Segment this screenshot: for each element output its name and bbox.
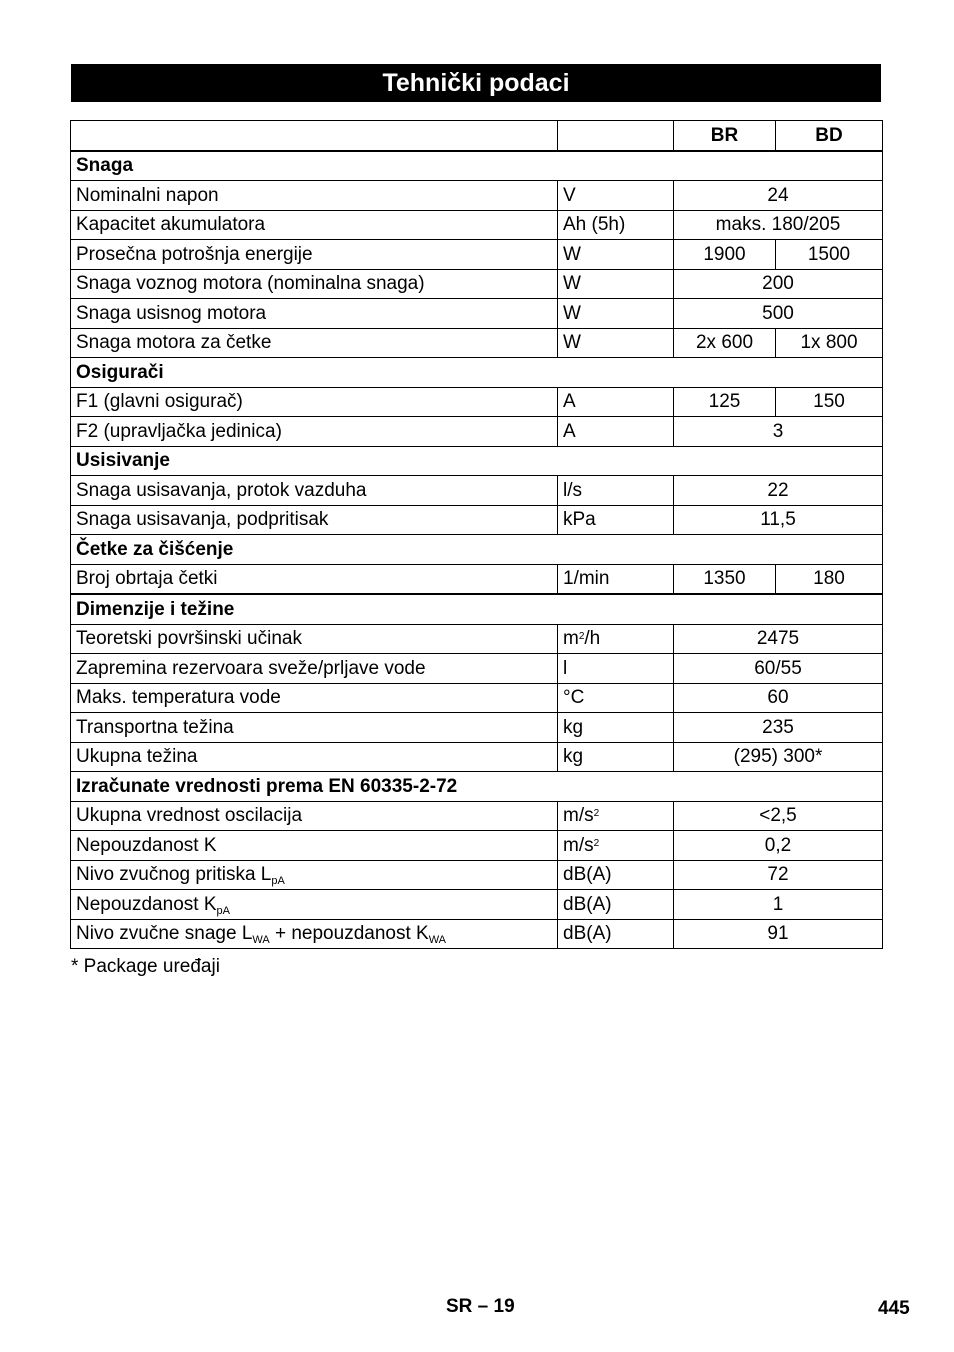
unit-superscript: 2 — [593, 808, 600, 820]
section-power — [71, 151, 883, 181]
row-value-bd: 1x 800 — [776, 328, 883, 358]
row-value-bd: 150 — [776, 387, 883, 417]
table-row — [71, 801, 883, 831]
section-label: Osigurači — [71, 358, 883, 388]
label-text: Nepouzdanost K — [76, 893, 217, 915]
row-label: Broj obrtaja četki — [71, 564, 558, 594]
page-label: SR – 19 — [446, 1296, 515, 1317]
unit-rest: /h — [584, 628, 601, 650]
label-subscript: pA — [271, 875, 285, 888]
row-value: 91 — [674, 919, 883, 949]
row-unit — [558, 831, 674, 861]
row-value: 1 — [674, 890, 883, 920]
header-br: BR — [674, 121, 776, 151]
row-unit: dB(A) — [558, 860, 674, 890]
table-row — [71, 890, 883, 920]
row-unit: kg — [558, 742, 674, 772]
row-unit: A — [558, 417, 674, 447]
row-label: Nepouzdanost K — [71, 831, 558, 861]
row-value: 60/55 — [674, 654, 883, 684]
row-unit: kg — [558, 713, 674, 743]
section-calculated — [71, 772, 883, 802]
label-subscript: WA — [252, 934, 270, 947]
table-row — [71, 387, 883, 417]
page-number: 445 — [878, 1298, 910, 1319]
row-label: Transportna težina — [71, 713, 558, 743]
row-value-br: 1350 — [674, 564, 776, 594]
row-label: Nominalni napon — [71, 181, 558, 211]
section-label: Usisivanje — [71, 446, 883, 476]
row-label: Kapacitet akumulatora — [71, 210, 558, 240]
unit-base: m — [563, 628, 579, 650]
row-value: <2,5 — [674, 801, 883, 831]
row-unit: W — [558, 299, 674, 329]
row-value: 2475 — [674, 624, 883, 654]
label-text: Nivo zvučne snage L — [76, 923, 253, 945]
row-unit: W — [558, 240, 674, 270]
row-label: F2 (upravljačka jedinica) — [71, 417, 558, 447]
row-value-bd: 1500 — [776, 240, 883, 270]
row-value: 22 — [674, 476, 883, 506]
section-fuses — [71, 358, 883, 388]
row-unit: kPa — [558, 505, 674, 535]
table-row — [71, 683, 883, 713]
row-value: (295) 300* — [674, 742, 883, 772]
unit-base: m/s — [563, 805, 594, 827]
row-label: Snaga motora za četke — [71, 328, 558, 358]
row-label: Ukupna vrednost oscilacija — [71, 801, 558, 831]
row-unit: dB(A) — [558, 890, 674, 920]
table-row — [71, 417, 883, 447]
table-row — [71, 210, 883, 240]
table-row — [71, 713, 883, 743]
table-row — [71, 654, 883, 684]
table-row — [71, 919, 883, 949]
table-row — [71, 564, 883, 594]
row-label: F1 (glavni osigurač) — [71, 387, 558, 417]
row-unit: 1/min — [558, 564, 674, 594]
section-label: Dimenzije i težine — [71, 594, 883, 624]
row-value: 3 — [674, 417, 883, 447]
row-unit: W — [558, 328, 674, 358]
row-unit — [558, 801, 674, 831]
table-row — [71, 269, 883, 299]
page-title: Tehnički podaci — [71, 64, 881, 102]
row-value-br: 1900 — [674, 240, 776, 270]
table-row — [71, 505, 883, 535]
row-unit: V — [558, 181, 674, 211]
row-label — [71, 860, 558, 890]
table-row — [71, 831, 883, 861]
header-empty-2 — [558, 121, 674, 151]
row-value: 0,2 — [674, 831, 883, 861]
row-label: Snaga usisavanja, protok vazduha — [71, 476, 558, 506]
row-value: 60 — [674, 683, 883, 713]
row-label: Snaga usisavanja, podpritisak — [71, 505, 558, 535]
row-value-br: 2x 600 — [674, 328, 776, 358]
section-brushes — [71, 535, 883, 565]
row-label — [71, 890, 558, 920]
table-row — [71, 476, 883, 506]
unit-base: m/s — [563, 834, 594, 856]
header-bd: BD — [776, 121, 883, 151]
section-suction — [71, 446, 883, 476]
row-value: 11,5 — [674, 505, 883, 535]
row-unit: W — [558, 269, 674, 299]
row-value: 500 — [674, 299, 883, 329]
row-unit: l — [558, 654, 674, 684]
section-dimensions — [71, 594, 883, 624]
row-unit: l/s — [558, 476, 674, 506]
row-label: Prosečna potrošnja energije — [71, 240, 558, 270]
row-label — [71, 919, 558, 949]
label-text: + nepouzdanost K — [269, 923, 429, 945]
table-row — [71, 860, 883, 890]
section-label: Snaga — [71, 151, 883, 181]
row-unit: dB(A) — [558, 919, 674, 949]
row-value: 200 — [674, 269, 883, 299]
row-value: 235 — [674, 713, 883, 743]
row-unit: Ah (5h) — [558, 210, 674, 240]
unit-superscript: 2 — [578, 631, 585, 643]
label-subscript: pA — [216, 904, 230, 917]
footnote: * Package uređaji — [71, 956, 220, 977]
row-value-bd: 180 — [776, 564, 883, 594]
unit-superscript: 2 — [593, 837, 600, 849]
row-label: Snaga usisnog motora — [71, 299, 558, 329]
row-label: Snaga voznog motora (nominalna snaga) — [71, 269, 558, 299]
label-text: Nivo zvučnog pritiska L — [76, 864, 272, 886]
table-row — [71, 624, 883, 654]
section-label: Izračunate vrednosti prema EN 60335-2-72 — [71, 772, 883, 802]
table-row — [71, 328, 883, 358]
technical-data-table — [70, 120, 883, 949]
row-label: Maks. temperatura vode — [71, 683, 558, 713]
row-label: Ukupna težina — [71, 742, 558, 772]
row-unit — [558, 624, 674, 654]
table-header-row — [71, 121, 883, 151]
table-row — [71, 742, 883, 772]
row-value-br: 125 — [674, 387, 776, 417]
row-unit: °C — [558, 683, 674, 713]
label-subscript: WA — [428, 934, 447, 947]
table-row — [71, 299, 883, 329]
row-label: Zapremina rezervoara sveže/prljave vode — [71, 654, 558, 684]
row-value: 24 — [674, 181, 883, 211]
row-value: 72 — [674, 860, 883, 890]
table-row — [71, 240, 883, 270]
row-value: maks. 180/205 — [674, 210, 883, 240]
row-label: Teoretski površinski učinak — [71, 624, 558, 654]
section-label: Četke za čišćenje — [71, 535, 883, 565]
header-empty-1 — [71, 121, 558, 151]
row-unit: A — [558, 387, 674, 417]
table-row — [71, 181, 883, 211]
